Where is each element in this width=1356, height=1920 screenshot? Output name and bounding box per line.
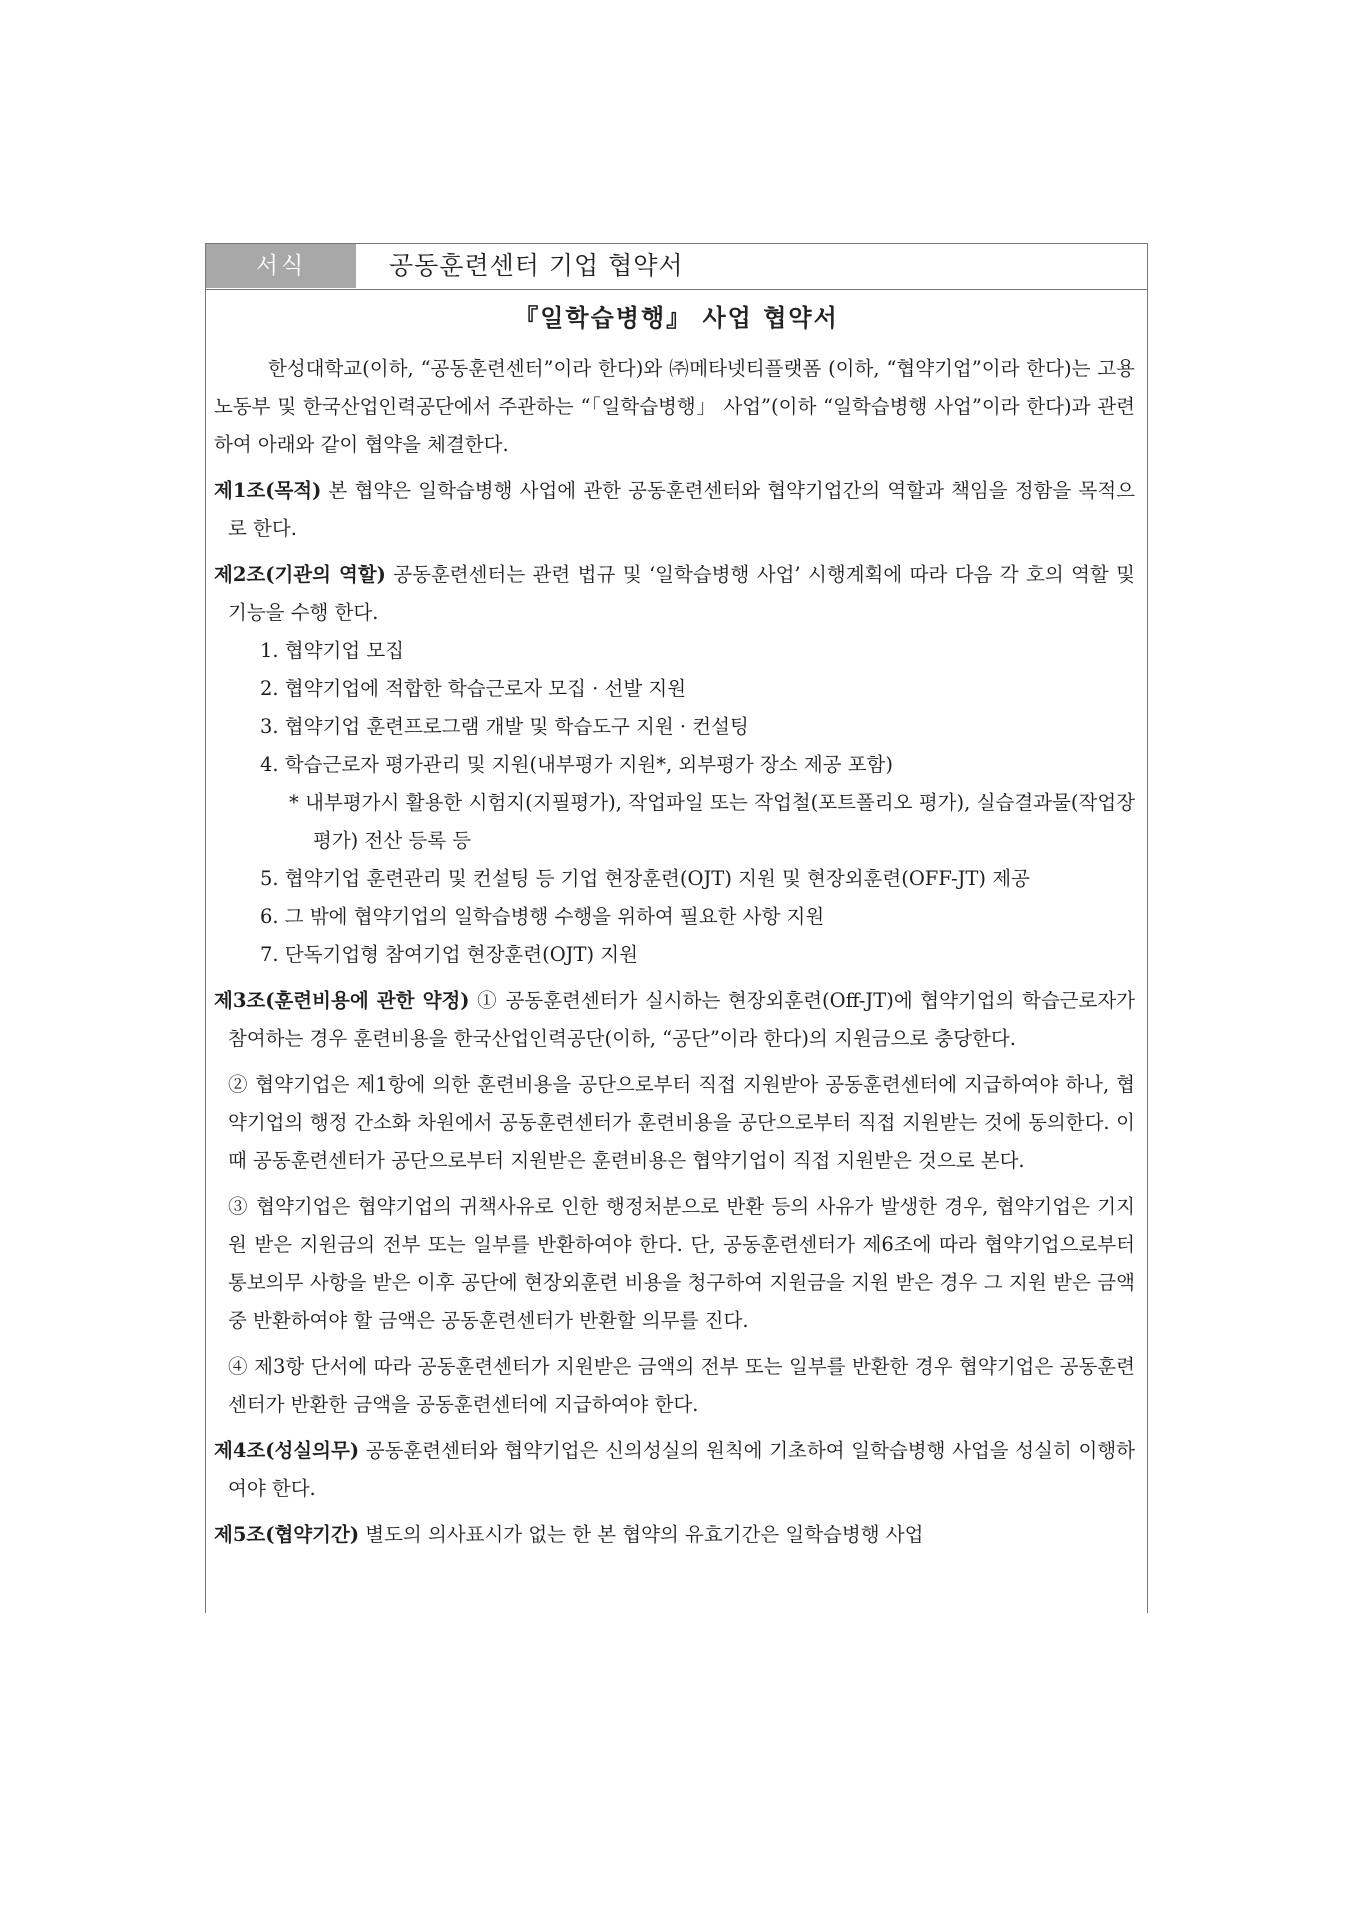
form-header-title: 공동훈련센터 기업 협약서 — [389, 251, 684, 280]
document-body — [214, 350, 1135, 1560]
list-item: 7. 단독기업형 참여기업 현장훈련(OJT) 지원 — [260, 943, 638, 966]
form-header — [206, 244, 1147, 290]
list-item: 4. 학습근로자 평가관리 및 지원(내부평가 지원*, 외부평가 장소 제공 포함) — [260, 753, 893, 776]
article-5-text: 별도의 의사표시가 없는 한 본 협약의 유효기간은 일학습병행 사업 — [359, 1523, 924, 1546]
article-1-head: 제1조(목적) — [214, 479, 322, 502]
list-note: * 내부평가시 활용한 시험지(지필평가), 작업파일 또는 작업철(포트폴리오 평가), 실습결과물(작업장 평가) 전산 등록 등 — [289, 791, 1135, 852]
form-frame — [205, 243, 1148, 1613]
list-item: 3. 협약기업 훈련프로그램 개발 및 학습도구 지원 · 컨설팅 — [260, 715, 749, 738]
list-item: 2. 협약기업에 적합한 학습근로자 모집 · 선발 지원 — [260, 677, 687, 700]
list-item: 6. 그 밖에 협약기업의 일학습병행 수행을 위하여 필요한 사항 지원 — [260, 905, 825, 928]
article-4-head: 제4조(성실의무) — [214, 1439, 360, 1462]
article-5 — [214, 1516, 1135, 1554]
list-item: 5. 협약기업 훈련관리 및 컨설팅 등 기업 현장훈련(OJT) 지원 및 현장외훈련(OFF-JT) 제공 — [260, 867, 1030, 890]
article-2 — [214, 556, 1135, 632]
article-3-paragraph-2: ② 협약기업은 제1항에 의한 훈련비용을 공단으로부터 직접 지원받아 공동훈련센터에 지급하여야 하나, 협약기업의 행정 간소화 차원에서 공동훈련센터가 훈련비용을 공단으로부터 직접 지원받는 것에 동의한다. 이 때 공동훈련센터가 공단으로부터 지원받은 훈련비용은 협약기업이 직접 지원받은 것으로 본다. — [228, 1073, 1135, 1172]
article-3-text: ① 공동훈련센터가 실시하는 현장외훈련(Off-JT)에 협약기업의 학습근로자가 참여하는 경우 훈련비용을 한국산업인력공단(이하, “공단”이라 한다)의 지원금으로 충당한다. — [228, 989, 1135, 1050]
article-5-head: 제5조(협약기간) — [214, 1523, 360, 1546]
article-3-head: 제3조(훈련비용에 관한 약정) — [214, 989, 470, 1012]
article-2-head: 제2조(기관의 역할) — [214, 563, 386, 586]
article-3 — [214, 982, 1135, 1058]
article-3-paragraph-4: ④ 제3항 단서에 따라 공동훈련센터가 지원받은 금액의 전부 또는 일부를 반환한 경우 협약기업은 공동훈련센터가 반환한 금액을 공동훈련센터에 지급하여야 한다. — [228, 1355, 1135, 1416]
article-4-text: 공동훈련센터와 협약기업은 신의성실의 원칙에 기초하여 일학습병행 사업을 성실히 이행하여야 한다. — [228, 1439, 1135, 1500]
intro-paragraph: 한성대학교(이하, “공동훈련센터”이라 한다)와 ㈜메타넷티플랫폼 (이하, “협약기업”이라 한다)는 고용노동부 및 한국산업인력공단에서 주관하는 “「일학습병행」 사업”(이하 “일학습병행 사업”이라 한다)과 관련하여 아래와 같이 협약을 체결한다. — [214, 357, 1135, 456]
form-tag: 서식 — [206, 244, 356, 288]
article-1 — [214, 472, 1135, 548]
article-1-text: 본 협약은 일학습병행 사업에 관한 공동훈련센터와 협약기업간의 역할과 책임을 정함을 목적으로 한다. — [228, 479, 1135, 540]
article-3-paragraph-3: ③ 협약기업은 협약기업의 귀책사유로 인한 행정처분으로 반환 등의 사유가 발생한 경우, 협약기업은 기지원 받은 지원금의 전부 또는 일부를 반환하여야 한다. 단, 공동훈련센터가 제6조에 따라 협약기업으로부터 통보의무 사항을 받은 이후 공단에 현장외훈련 비용을 청구하여 지원금을 지원 받은 경우 그 지원 받은 금액 중 반환하여야 할 금액은 공동훈련센터가 반환할 의무를 진다. — [228, 1195, 1135, 1332]
list-item: 1. 협약기업 모집 — [260, 639, 405, 662]
article-4 — [214, 1432, 1135, 1508]
article-2-text: 공동훈련센터는 관련 법규 및 ‘일학습병행 사업’ 시행계획에 따라 다음 각 호의 역할 및 기능을 수행 한다. — [228, 563, 1136, 624]
document-title: 『일학습병행』 사업 협약서 — [514, 304, 839, 332]
